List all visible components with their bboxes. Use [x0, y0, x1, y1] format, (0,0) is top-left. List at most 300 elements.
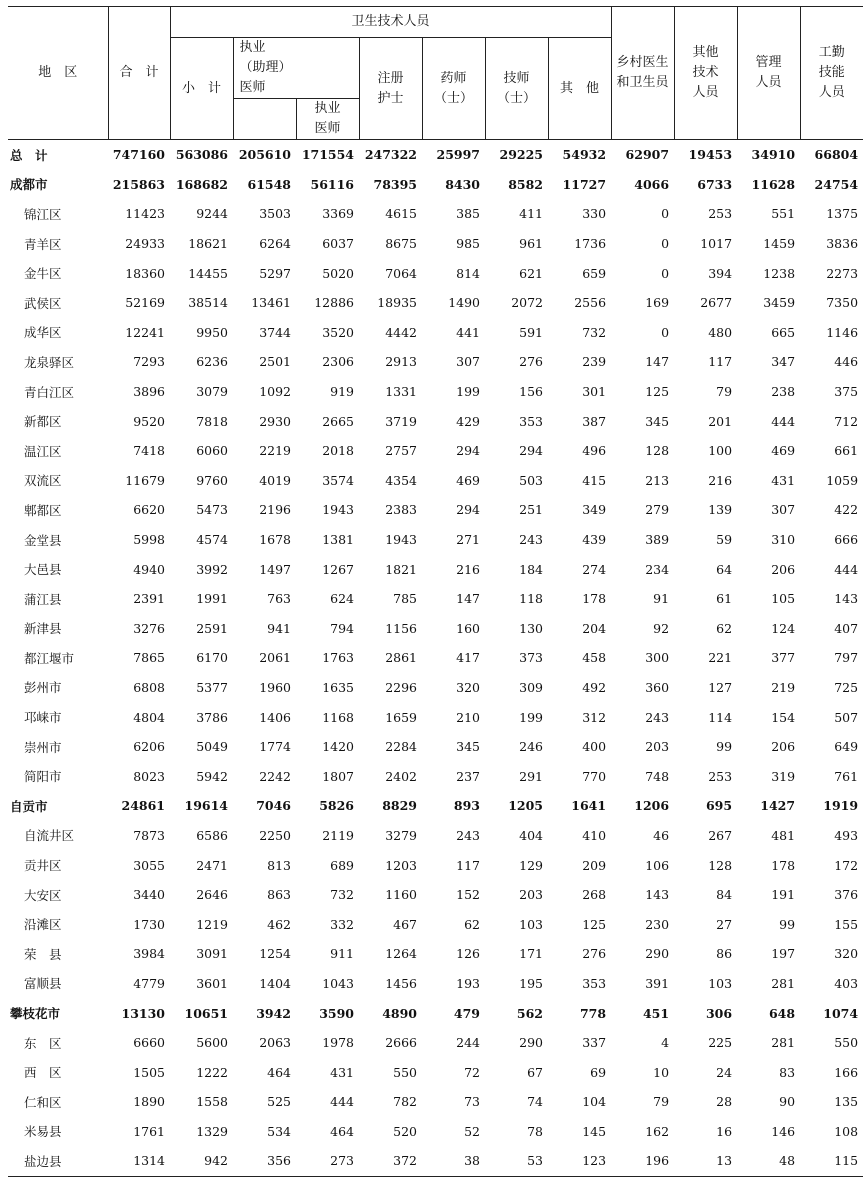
value-cell: 79 [716, 384, 733, 400]
value-cell: 551 [771, 206, 796, 222]
table-row [8, 969, 863, 999]
region-name: 仁和区 [24, 1094, 62, 1110]
region-name: 西 区 [24, 1065, 62, 1081]
value-cell: 6660 [133, 1035, 165, 1051]
value-cell: 732 [582, 324, 607, 340]
value-cell: 271 [456, 532, 480, 548]
value-cell: 61 [716, 591, 733, 607]
value-cell: 4 [661, 1035, 670, 1051]
value-cell: 782 [393, 1094, 417, 1110]
value-cell: 1807 [322, 768, 354, 784]
value-cell: 2757 [385, 443, 417, 459]
value-cell: 160 [456, 620, 480, 636]
value-cell: 146 [771, 1123, 796, 1139]
value-cell: 6170 [196, 650, 228, 666]
value-cell: 154 [771, 709, 796, 725]
region-name: 米易县 [24, 1124, 62, 1140]
value-cell: 591 [519, 324, 543, 340]
value-cell: 1763 [322, 650, 354, 666]
value-cell: 863 [267, 887, 291, 903]
table-row [8, 761, 863, 791]
value-cell: 147 [456, 591, 480, 607]
value-cell: 106 [645, 857, 670, 873]
value-cell: 770 [582, 768, 607, 784]
value-cell: 3503 [259, 206, 291, 222]
value-cell: 562 [516, 1005, 543, 1021]
value-cell: 747160 [112, 147, 165, 163]
value-cell: 763 [267, 591, 291, 607]
value-cell: 243 [645, 709, 670, 725]
value-cell: 276 [519, 354, 543, 370]
value-cell: 444 [771, 413, 796, 429]
value-cell: 942 [170, 1146, 233, 1176]
value-cell: 52 [464, 1123, 480, 1139]
value-cell: 3440 [133, 887, 165, 903]
value-cell: 2591 [196, 620, 228, 636]
value-cell: 441 [456, 324, 480, 340]
value-cell: 1254 [259, 946, 291, 962]
value-cell: 143 [834, 591, 859, 607]
value-cell: 11679 [125, 472, 165, 488]
value-cell: 6733 [697, 176, 733, 192]
value-cell: 320 [834, 946, 859, 962]
value-cell: 123 [548, 1146, 611, 1176]
value-cell: 8023 [133, 768, 165, 784]
value-cell: 985 [456, 236, 480, 252]
value-cell: 3984 [133, 946, 165, 962]
value-cell: 62 [716, 620, 733, 636]
value-cell: 118 [519, 591, 543, 607]
value-cell: 237 [456, 768, 480, 784]
table-row [8, 1087, 863, 1117]
value-cell: 5600 [196, 1035, 228, 1051]
value-cell: 6236 [196, 354, 228, 370]
value-cell: 761 [834, 768, 859, 784]
value-cell: 3896 [133, 384, 165, 400]
value-cell: 345 [645, 413, 670, 429]
value-cell: 480 [708, 324, 733, 340]
region-name: 富顺县 [24, 976, 62, 992]
value-cell: 301 [582, 384, 607, 400]
value-cell: 1074 [823, 1005, 859, 1021]
value-cell: 492 [582, 679, 607, 695]
region-name: 武侯区 [24, 295, 62, 311]
value-cell: 2273 [826, 265, 859, 281]
value-cell: 12241 [125, 324, 165, 340]
value-cell: 3279 [385, 827, 417, 843]
value-cell: 156 [519, 384, 543, 400]
value-cell: 496 [582, 443, 607, 459]
value-cell: 6620 [133, 502, 165, 518]
value-cell: 4890 [382, 1005, 417, 1021]
value-cell: 1156 [385, 620, 417, 636]
region-name: 成华区 [24, 325, 62, 341]
value-cell: 503 [519, 472, 543, 488]
value-cell: 1059 [826, 472, 859, 488]
value-cell: 73 [464, 1094, 480, 1110]
value-cell: 243 [519, 532, 543, 548]
value-cell: 394 [708, 265, 733, 281]
value-cell: 79 [653, 1094, 670, 1110]
value-cell: 9950 [196, 324, 228, 340]
value-cell: 1641 [571, 798, 607, 814]
value-cell: 649 [834, 739, 859, 755]
value-cell: 1381 [322, 532, 354, 548]
value-cell: 3055 [133, 857, 165, 873]
value-cell: 1821 [385, 561, 417, 577]
value-cell: 117 [708, 354, 733, 370]
value-cell: 1960 [259, 679, 291, 695]
value-cell: 4804 [133, 709, 165, 725]
value-cell: 403 [834, 975, 859, 991]
value-cell: 1736 [574, 236, 607, 252]
table-row [8, 229, 863, 259]
region-name: 青羊区 [24, 236, 62, 252]
value-cell: 1659 [385, 709, 417, 725]
value-cell: 1406 [259, 709, 291, 725]
value-cell: 155 [834, 916, 859, 932]
value-cell: 9760 [196, 472, 228, 488]
value-cell: 1404 [259, 975, 291, 991]
table-row [8, 288, 863, 318]
table-row [8, 554, 863, 584]
value-cell: 103 [708, 975, 733, 991]
value-cell: 139 [708, 502, 733, 518]
value-cell: 1314 [108, 1146, 170, 1176]
table-row-subtotal [8, 998, 863, 1028]
value-cell: 74 [527, 1094, 543, 1110]
value-cell: 294 [519, 443, 543, 459]
header-village: 乡村医生 和卫生员 [611, 7, 674, 140]
value-cell: 347 [771, 354, 796, 370]
value-cell: 13 [674, 1146, 737, 1176]
value-cell: 19614 [184, 798, 228, 814]
value-cell: 1505 [133, 1064, 165, 1080]
value-cell: 91 [653, 591, 670, 607]
value-cell: 464 [267, 1064, 291, 1080]
value-cell: 6206 [133, 739, 165, 755]
value-cell: 1919 [823, 798, 859, 814]
region-name: 新都区 [24, 414, 62, 430]
value-cell: 493 [834, 827, 859, 843]
value-cell: 375 [834, 384, 859, 400]
value-cell: 666 [834, 532, 859, 548]
value-cell: 319 [771, 768, 796, 784]
value-cell: 345 [456, 739, 480, 755]
value-cell: 143 [645, 887, 670, 903]
value-cell: 267 [708, 827, 733, 843]
table-row [8, 466, 863, 496]
value-cell: 624 [330, 591, 354, 607]
value-cell: 785 [393, 591, 417, 607]
value-cell: 29225 [499, 147, 543, 163]
region-name: 崇州市 [24, 739, 62, 755]
table-row [8, 258, 863, 288]
value-cell: 117 [456, 857, 480, 873]
region-name: 双流区 [24, 473, 62, 489]
value-cell: 7818 [196, 413, 228, 429]
value-cell: 78395 [373, 176, 417, 192]
value-cell: 1043 [322, 975, 354, 991]
value-cell: 6808 [133, 679, 165, 695]
region-name: 邛崃市 [24, 710, 62, 726]
value-cell: 2063 [259, 1035, 291, 1051]
value-cell: 7865 [133, 650, 165, 666]
value-cell: 689 [330, 857, 354, 873]
table-row [8, 495, 863, 525]
value-cell: 0 [661, 236, 670, 252]
value-cell: 794 [330, 620, 354, 636]
value-cell: 5297 [259, 265, 291, 281]
table-row [8, 643, 863, 673]
value-cell: 7350 [826, 295, 859, 311]
value-cell: 444 [834, 561, 859, 577]
table-row [8, 377, 863, 407]
value-cell: 648 [768, 1005, 796, 1021]
value-cell: 279 [645, 502, 670, 518]
value-cell: 307 [771, 502, 796, 518]
value-cell: 178 [771, 857, 796, 873]
region-name: 贡井区 [24, 858, 62, 874]
value-cell: 13461 [251, 295, 291, 311]
value-cell: 2666 [385, 1035, 417, 1051]
region-name: 自流井区 [24, 828, 75, 844]
value-cell: 422 [834, 502, 859, 518]
value-cell: 62907 [625, 147, 670, 163]
value-cell: 281 [771, 975, 796, 991]
value-cell: 2284 [385, 739, 417, 755]
value-cell: 1978 [322, 1035, 354, 1051]
value-cell: 2913 [385, 354, 417, 370]
value-cell: 1238 [763, 265, 796, 281]
value-cell: 5020 [322, 265, 354, 281]
value-cell: 525 [267, 1094, 291, 1110]
value-cell: 108 [834, 1123, 859, 1139]
value-cell: 3942 [256, 1005, 291, 1021]
value-cell: 3601 [196, 975, 228, 991]
value-cell: 19453 [688, 147, 733, 163]
value-cell: 462 [267, 916, 291, 932]
value-cell: 814 [456, 265, 480, 281]
value-cell: 385 [456, 206, 480, 222]
value-cell: 209 [582, 857, 607, 873]
value-cell: 124 [771, 620, 796, 636]
value-cell: 1774 [259, 739, 291, 755]
value-cell: 659 [582, 265, 607, 281]
value-cell: 2072 [511, 295, 543, 311]
value-cell: 725 [834, 679, 859, 695]
table-row [8, 909, 863, 939]
value-cell: 439 [582, 532, 607, 548]
statistics-table-container [8, 6, 859, 1177]
value-cell: 8430 [445, 176, 480, 192]
value-cell: 1890 [133, 1094, 165, 1110]
value-cell: 3836 [826, 236, 859, 252]
value-cell: 213 [645, 472, 670, 488]
value-cell: 1203 [385, 857, 417, 873]
table-row [8, 525, 863, 555]
value-cell: 520 [393, 1123, 417, 1139]
value-cell: 3992 [196, 561, 228, 577]
value-cell: 125 [645, 384, 670, 400]
value-cell: 171 [519, 946, 543, 962]
value-cell: 251 [519, 502, 543, 518]
value-cell: 1420 [322, 739, 354, 755]
region-name: 金牛区 [24, 266, 62, 282]
value-cell: 5377 [196, 679, 228, 695]
header-other: 其 他 [548, 38, 611, 140]
value-cell: 67 [527, 1064, 543, 1080]
region-name: 总 计 [10, 147, 48, 163]
value-cell: 3786 [196, 709, 228, 725]
value-cell: 178 [582, 591, 607, 607]
value-cell: 309 [519, 679, 543, 695]
value-cell: 458 [582, 650, 607, 666]
header-pharm: 药师 （士） [422, 38, 485, 140]
table-row [8, 702, 863, 732]
value-cell: 1375 [826, 206, 859, 222]
value-cell: 1490 [448, 295, 480, 311]
value-cell: 356 [233, 1146, 296, 1176]
value-cell: 128 [645, 443, 670, 459]
value-cell: 3719 [385, 413, 417, 429]
value-cell: 661 [834, 443, 859, 459]
value-cell: 300 [645, 650, 670, 666]
value-cell: 911 [330, 946, 354, 962]
value-cell: 307 [456, 354, 480, 370]
value-cell: 8675 [385, 236, 417, 252]
value-cell: 446 [834, 354, 859, 370]
table-row [8, 584, 863, 614]
value-cell: 1092 [259, 384, 291, 400]
value-cell: 400 [582, 739, 607, 755]
value-cell: 3369 [322, 206, 354, 222]
table-row [8, 821, 863, 851]
value-cell: 162 [645, 1123, 670, 1139]
value-cell: 695 [705, 798, 733, 814]
value-cell: 253 [708, 206, 733, 222]
value-cell: 2391 [133, 591, 165, 607]
value-cell: 320 [456, 679, 480, 695]
value-cell: 360 [645, 679, 670, 695]
header-exec: 执业 医师 [296, 99, 359, 140]
value-cell: 2306 [322, 354, 354, 370]
value-cell: 6060 [196, 443, 228, 459]
value-cell: 13130 [121, 1005, 165, 1021]
value-cell: 56116 [310, 176, 354, 192]
value-cell: 407 [834, 620, 859, 636]
value-cell: 372 [359, 1146, 422, 1176]
value-cell: 1730 [133, 916, 165, 932]
region-name: 锦江区 [24, 206, 62, 222]
value-cell: 7046 [256, 798, 291, 814]
value-cell: 184 [519, 561, 543, 577]
value-cell: 196 [611, 1146, 674, 1176]
region-name: 都江堰市 [24, 650, 75, 666]
value-cell: 99 [716, 739, 733, 755]
value-cell: 621 [519, 265, 543, 281]
value-cell: 203 [645, 739, 670, 755]
value-cell: 129 [519, 857, 543, 873]
value-cell: 1456 [385, 975, 417, 991]
value-cell: 86 [716, 946, 733, 962]
table-row [8, 1028, 863, 1058]
value-cell: 268 [582, 887, 607, 903]
table-row [8, 318, 863, 348]
region-name: 新津县 [24, 621, 62, 637]
value-cell: 337 [582, 1035, 607, 1051]
value-cell: 3079 [196, 384, 228, 400]
value-cell: 244 [456, 1035, 480, 1051]
value-cell: 3574 [322, 472, 354, 488]
value-cell: 1329 [196, 1123, 228, 1139]
value-cell: 0 [661, 324, 670, 340]
value-cell: 4354 [385, 472, 417, 488]
value-cell: 238 [771, 384, 796, 400]
value-cell: 2556 [574, 295, 607, 311]
value-cell: 78 [527, 1123, 543, 1139]
value-cell: 1635 [322, 679, 354, 695]
value-cell: 18360 [125, 265, 165, 281]
value-cell: 481 [771, 827, 796, 843]
value-cell: 197 [771, 946, 796, 962]
value-cell: 2930 [259, 413, 291, 429]
value-cell: 206 [771, 561, 796, 577]
table-row-subtotal [8, 170, 863, 200]
value-cell: 550 [393, 1064, 417, 1080]
value-cell: 1160 [385, 887, 417, 903]
table-row [8, 1117, 863, 1147]
value-cell: 166 [834, 1064, 859, 1080]
value-cell: 389 [645, 532, 670, 548]
region-name: 沿滩区 [24, 917, 62, 933]
value-cell: 4940 [133, 561, 165, 577]
region-name: 盐边县 [8, 1146, 108, 1176]
value-cell: 2501 [259, 354, 291, 370]
value-cell: 2383 [385, 502, 417, 518]
value-cell: 431 [330, 1064, 354, 1080]
value-cell: 451 [642, 1005, 670, 1021]
value-cell: 62 [464, 916, 480, 932]
value-cell: 353 [519, 413, 543, 429]
value-cell: 18935 [377, 295, 417, 311]
value-cell: 376 [834, 887, 859, 903]
region-name: 金堂县 [24, 532, 62, 548]
value-cell: 72 [464, 1064, 480, 1080]
value-cell: 2402 [385, 768, 417, 784]
value-cell: 239 [582, 354, 607, 370]
table-row [8, 1057, 863, 1087]
value-cell: 127 [708, 679, 733, 695]
value-cell: 18621 [188, 236, 228, 252]
table-row [8, 880, 863, 910]
value-cell: 813 [267, 857, 291, 873]
value-cell: 712 [834, 413, 859, 429]
value-cell: 128 [708, 857, 733, 873]
value-cell: 534 [267, 1123, 291, 1139]
value-cell: 216 [708, 472, 733, 488]
value-cell: 411 [519, 206, 543, 222]
value-cell: 469 [771, 443, 796, 459]
value-cell: 130 [519, 620, 543, 636]
table-row-subtotal [8, 140, 863, 170]
value-cell: 290 [645, 946, 670, 962]
value-cell: 3744 [259, 324, 291, 340]
header-techn: 技师 （士） [485, 38, 548, 140]
value-cell: 1267 [322, 561, 354, 577]
value-cell: 8582 [508, 176, 543, 192]
value-cell: 4574 [196, 532, 228, 548]
